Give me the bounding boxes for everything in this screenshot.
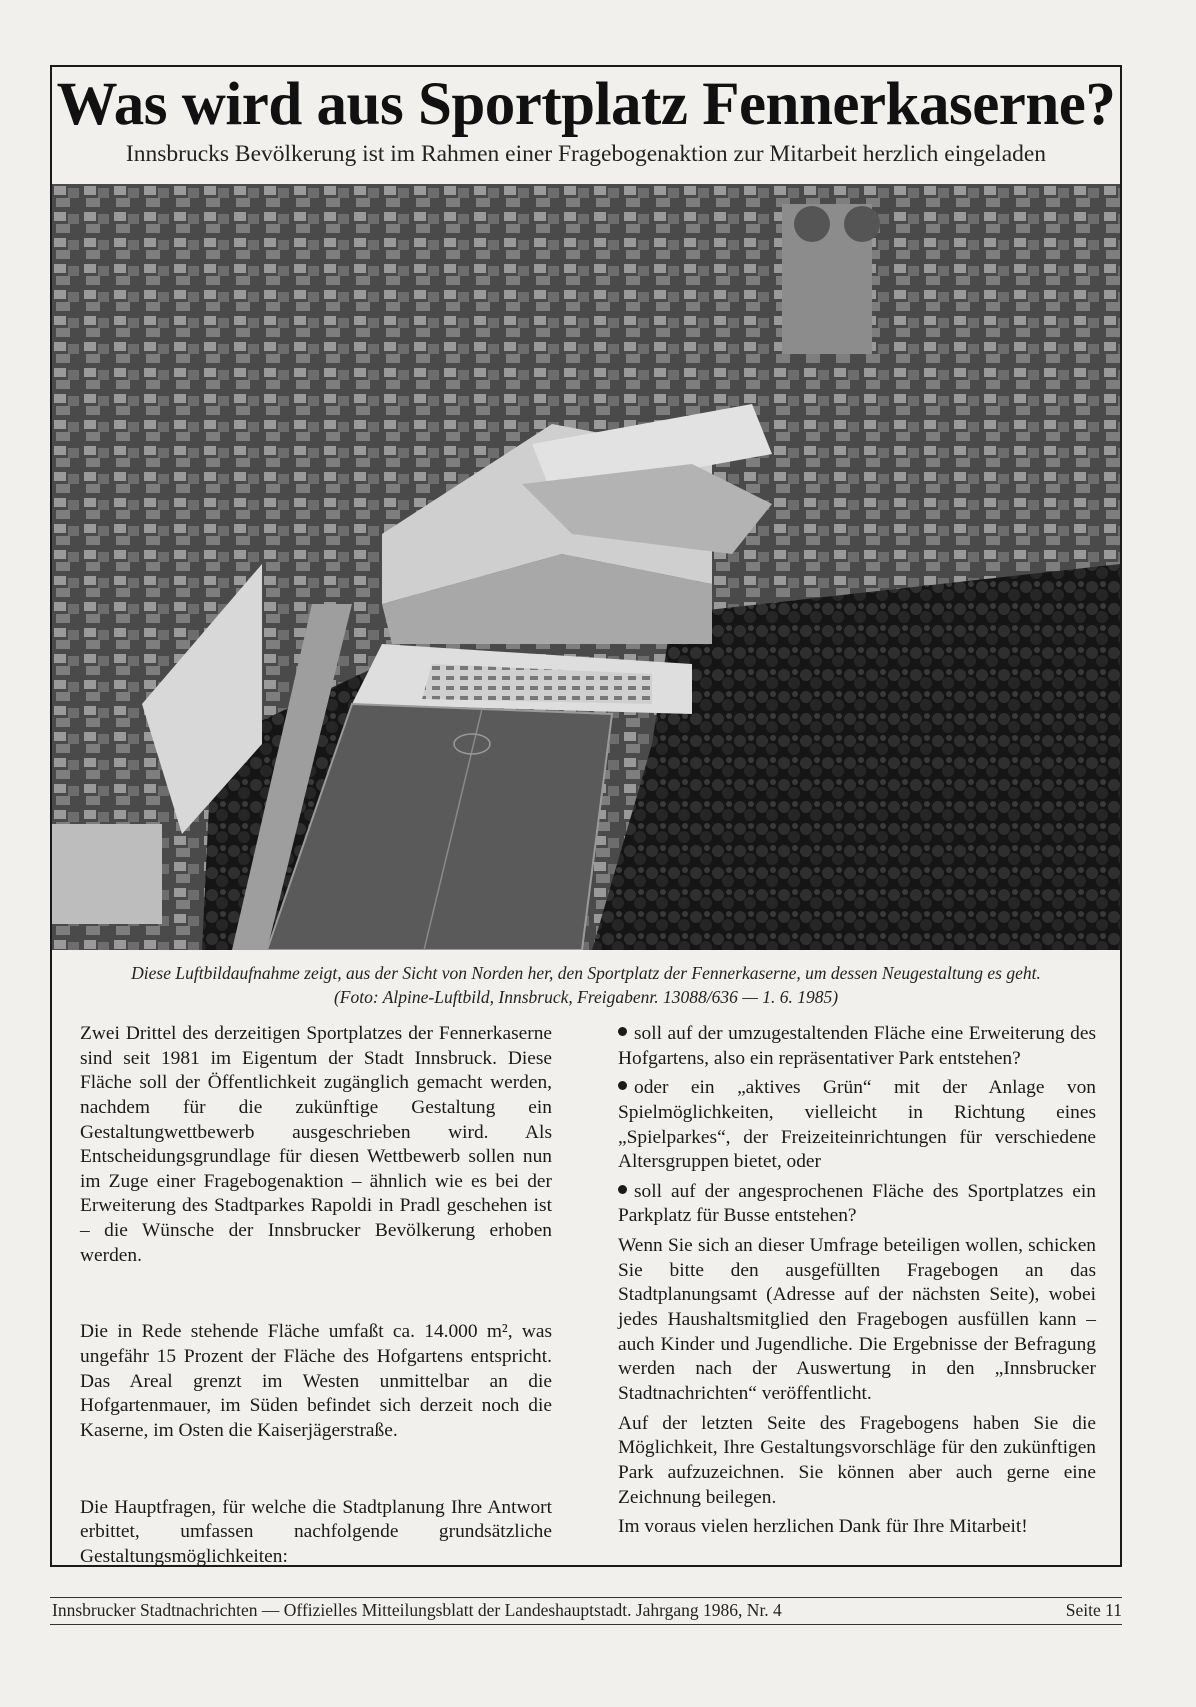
subheadline: Innsbrucks Bevölkerung ist im Rahmen einer Fragebogenaktion zur Mitarbeit herzlich eingeladen: [125, 141, 1047, 167]
footer-divider: [50, 1597, 1122, 1598]
paragraph-participation: Wenn Sie sich an dieser Umfrage beteiligen wollen, schicken Sie bitte den ausgefüllten Fragebogen an das Stadtplanungsamt (Adresse auf der nächsten Seite), wobei jedes Haushaltsmitglied den Fragebogen ausfüllen kann – auch Kinder und Jugendliche. Die Ergebnisse der Befragung werden nach der Auswertung in den „Innsbrucker Stadtnachrichten“ veröffentlicht.: [618, 1235, 1096, 1404]
caption-line-1: Diese Luftbildaufnahme zeigt, aus der Sicht von Norden her, den Sportplatz der Fennerkaserne, um dessen Neugestaltung es geht.: [131, 963, 1041, 983]
article-frame: [50, 65, 1122, 1567]
left-column: [80, 1022, 552, 1570]
aerial-photo-icon: [52, 184, 1120, 950]
paragraph-intro: Zwei Drittel des derzeitigen Sportplatzes der Fennerkaserne sind seit 1981 im Eigentum der Stadt Innsbruck. Diese Fläche soll der Öffentlichkeit zugänglich gemacht werden, nachdem für die zukünftige Gestaltung ein Gestaltungwettbewerb ausgeschrieben wird. Als Entscheidungsgrundlage für diesen Wettbewerb sollen nun im Zuge einer Fragebogenaktion – ähnlich wie es bei der Erweiterung des Stadtparkes Rapoldi in Pradl geschehen ist – die Wünsche der Innsbrucker Bevölkerung erhoben werden.: [80, 1023, 552, 1266]
bullet-item: [618, 1180, 1096, 1229]
bullet-icon: [618, 1081, 627, 1090]
footer-divider: [50, 1624, 1122, 1625]
headline: Was wird aus Sportplatz Fennerkaserne?: [56, 71, 1116, 138]
bullet-icon: [618, 1027, 627, 1036]
bullet-item: [618, 1022, 1096, 1071]
paragraph-questions: Die Hauptfragen, für welche die Stadtplanung Ihre Antwort erbittet, umfassen nachfolgende grundsätzliche Gestaltungsmöglichkeiten:: [80, 1496, 552, 1567]
right-column: [618, 1022, 1096, 1540]
bullet-icon: [618, 1185, 627, 1194]
paragraph-drawing: Auf der letzten Seite des Fragebogens haben Sie die Möglichkeit, Ihre Gestaltungsvorschläge für den zukünftigen Park aufzuzeichnen. Sie können aber auch gerne eine Zeichnung beilegen.: [618, 1412, 1096, 1508]
bullet-text: oder ein „aktives Grün“ mit der Anlage von Spielmöglichkeiten, vielleicht in Richtung eines „Spielparkes“, der Freizeiteinrichtungen für verschiedene Altersgruppen bietet, oder: [618, 1077, 1096, 1173]
bullet-text: soll auf der angesprochenen Fläche des Sportplatzes ein Parkplatz für Busse entstehen?: [618, 1180, 1096, 1227]
caption-line-2: (Foto: Alpine-Luftbild, Innsbruck, Freigabenr. 13088/636 — 1. 6. 1985): [333, 986, 839, 1007]
footer-page-number: Seite 11: [1065, 1600, 1122, 1620]
paragraph-area: Die in Rede stehende Fläche umfaßt ca. 14.000 m², was ungefähr 15 Prozent der Fläche des Hofgartens entspricht. Das Areal grenzt im Westen unmittelbar an die Hofgartenmauer, im Süden befindet sich derzeit noch die Kaserne, im Osten die Kaiserjägerstraße.: [80, 1321, 552, 1441]
footer-publication: Innsbrucker Stadtnachrichten — Offizielles Mitteilungsblatt der Landeshauptstadt. Jahrgang 1986, Nr. 4: [52, 1600, 782, 1620]
bullet-text: soll auf der umzugestaltenden Fläche eine Erweiterung des Hofgartens, also ein repräsentativer Park entstehen?: [618, 1023, 1096, 1069]
aerial-photo: [52, 184, 1120, 950]
bullet-item: [618, 1076, 1096, 1175]
paragraph-thanks: Im voraus vielen herzlichen Dank für Ihre Mitarbeit!: [618, 1516, 1028, 1538]
photo-caption: [52, 962, 1120, 1009]
